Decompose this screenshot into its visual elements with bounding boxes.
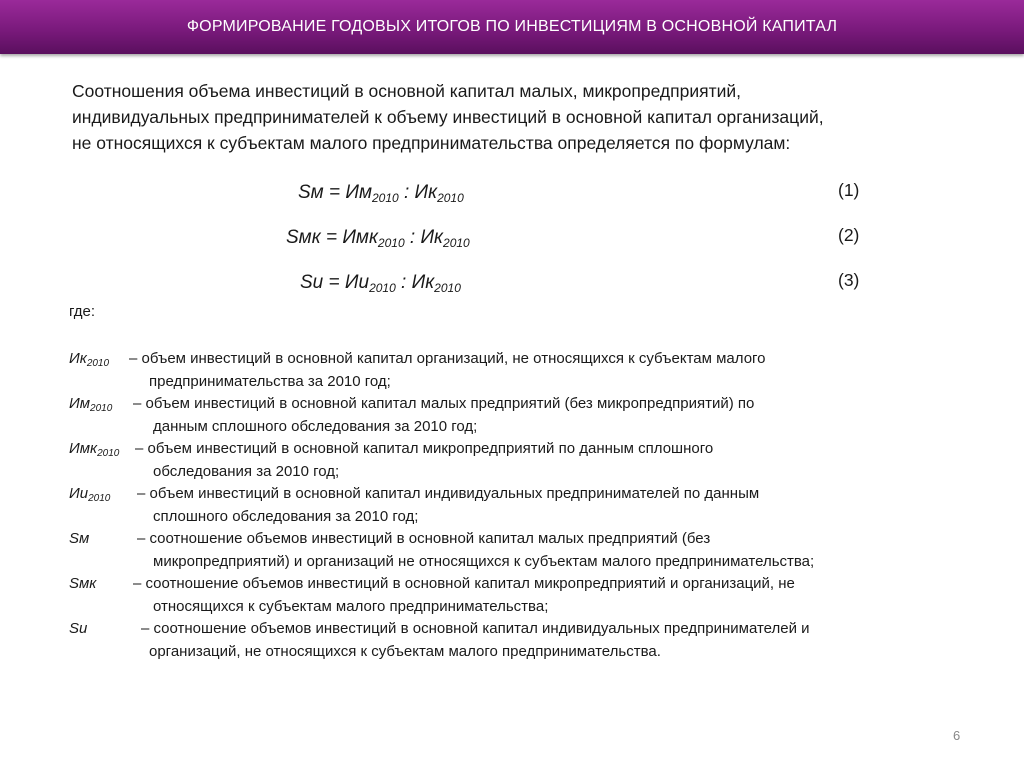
definition-text-cont: обследования за 2010 год;	[153, 462, 340, 480]
definitions-list	[69, 348, 999, 663]
formula-1	[298, 182, 464, 205]
definition-term: Sм	[69, 530, 90, 547]
formula-3	[300, 272, 461, 295]
formula-number-3: (3)	[838, 270, 860, 290]
definition-item	[69, 528, 999, 573]
definition-item	[69, 483, 999, 528]
definition-text: – объем инвестиций в основной капитал малых предприятий (без микропредприятий) по	[133, 395, 755, 412]
formula-subscript: 2010	[434, 281, 461, 295]
formula-number-2: (2)	[838, 225, 860, 245]
definition-text: – соотношение объемов инвестиций в основной капитал малых предприятий (без	[137, 530, 711, 547]
formula-rhs: : Ик	[395, 272, 435, 293]
definition-text: – объем инвестиций в основной капитал индивидуальных предпринимателей по данным	[137, 485, 760, 502]
where-label: где:	[69, 303, 96, 320]
definition-term: $Им_{2010}$	[69, 395, 113, 414]
formula-rhs: : Ик	[398, 182, 438, 203]
definition-term: Sи	[69, 620, 88, 637]
formula-number-1: (1)	[838, 180, 860, 200]
formula-subscript: 2010	[377, 236, 405, 250]
definition-item	[69, 438, 999, 483]
intro-paragraph	[72, 78, 992, 156]
formula-2	[286, 227, 470, 250]
formula-subscript: 2010	[371, 191, 399, 205]
intro-line: не относящихся к субъектам малого предпринимательства определяется по формулам:	[72, 133, 791, 153]
definition-text-cont: данным сплошного обследования за 2010 год;	[153, 417, 478, 435]
intro-line: Соотношения объема инвестиций в основной капитал малых, микропредприятий,	[72, 81, 742, 101]
definition-item	[69, 348, 999, 393]
definition-text: – соотношение объемов инвестиций в основной капитал индивидуальных предпринимателей и	[141, 620, 810, 637]
definition-text-cont: сплошного обследования за 2010 год;	[153, 507, 419, 525]
definition-text: – объем инвестиций в основной капитал микропредприятий по данным сплошного	[135, 440, 714, 457]
formula-subscript: 2010	[443, 236, 470, 250]
slide-title: ФОРМИРОВАНИЕ ГОДОВЫХ ИТОГОВ ПО ИНВЕСТИЦИЯМ В ОСНОВНОЙ КАПИТАЛ	[186, 18, 838, 35]
definition-term: Sмк	[69, 575, 97, 592]
definition-text: – соотношение объемов инвестиций в основной капитал микропредприятий и организаций, не	[133, 575, 795, 592]
definition-text-cont: относящихся к субъектам малого предпринимательства;	[153, 597, 549, 615]
definition-term: Имк$_{2010}$	[69, 440, 120, 459]
definition-item	[69, 618, 999, 663]
formula-lhs: Sи = Иu	[300, 272, 370, 293]
formula-lhs: Sм = Им	[298, 182, 372, 203]
intro-line: индивидуальных предпринимателей к объему инвестиций в основной капитал организаций,	[72, 107, 824, 127]
definition-term: $Ик_{2010}$	[69, 350, 110, 369]
formula-subscript: 2010	[369, 281, 396, 295]
formula-lhs: Sмк = Имк	[286, 227, 378, 248]
formula-subscript: 2010	[437, 191, 464, 205]
title-banner	[0, 0, 1024, 54]
definition-text-cont: предпринимательства за 2010 год;	[149, 372, 391, 390]
formula-rhs: : Ик	[404, 227, 444, 248]
definition-item	[69, 393, 999, 438]
definition-item	[69, 573, 999, 618]
definition-term: $Иu_{2010}$	[69, 485, 111, 504]
page-number: 6	[953, 728, 961, 743]
definition-text-cont: организаций, не относящихся к субъектам малого предпринимательства.	[149, 642, 661, 660]
definition-text-cont: микропредприятий) и организаций не относящихся к субъектам малого предпринимательства;	[153, 552, 815, 570]
definition-text: – объем инвестиций в основной капитал организаций, не относящихся к субъектам малого	[129, 350, 766, 367]
